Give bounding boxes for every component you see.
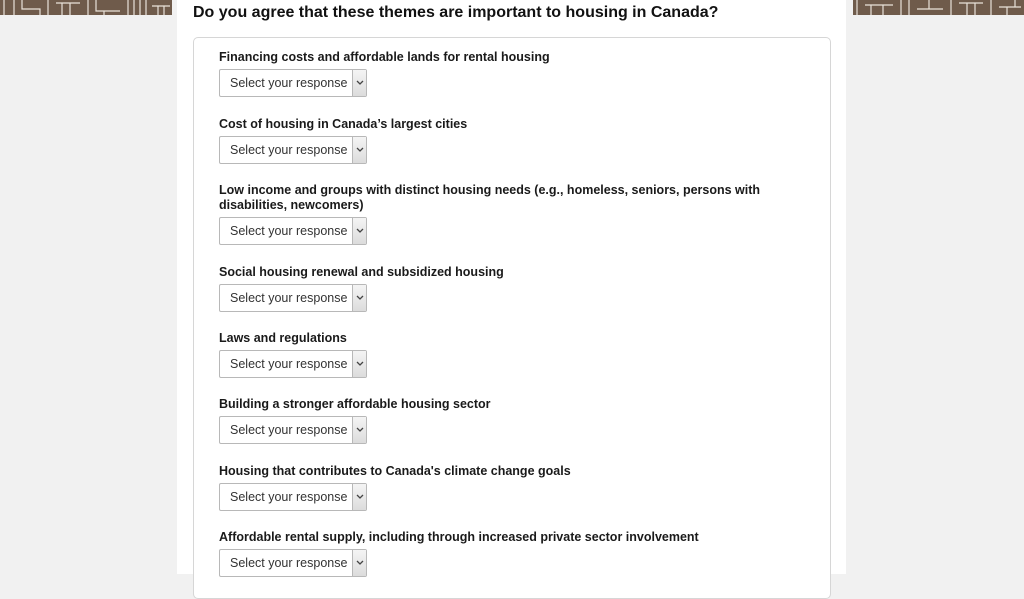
chevron-down-icon (356, 228, 364, 234)
item-label: Building a stronger affordable housing sector (219, 397, 491, 411)
item-label: Low income and groups with distinct housing needs (e.g., homeless, seniors, persons with disabilities, newcomers) (219, 183, 761, 212)
dropdown-button[interactable] (352, 285, 366, 311)
item-label: Housing that contributes to Canada's climate change goals (219, 464, 571, 478)
chevron-down-icon (356, 147, 364, 153)
response-select[interactable] (219, 284, 367, 312)
list-item (219, 50, 779, 97)
list-item (219, 464, 779, 511)
select-value: Select your response (230, 76, 348, 90)
response-select[interactable] (219, 350, 367, 378)
item-label: Cost of housing in Canada’s largest cities (219, 117, 468, 131)
dropdown-button[interactable] (352, 70, 366, 96)
dropdown-button[interactable] (352, 351, 366, 377)
select-value: Select your response (230, 224, 348, 238)
item-label: Laws and regulations (219, 331, 347, 345)
item-label: Social housing renewal and subsidized housing (219, 265, 504, 279)
survey-page (177, 0, 846, 574)
chevron-down-icon (356, 295, 364, 301)
response-select[interactable] (219, 69, 367, 97)
select-value: Select your response (230, 357, 348, 371)
list-item (219, 331, 779, 378)
response-select[interactable] (219, 483, 367, 511)
response-select[interactable] (219, 416, 367, 444)
select-value: Select your response (230, 291, 348, 305)
select-value: Select your response (230, 423, 348, 437)
question-title: Do you agree that these themes are important to housing in Canada? (193, 4, 719, 21)
dropdown-button[interactable] (352, 550, 366, 576)
select-value: Select your response (230, 556, 348, 570)
chevron-down-icon (356, 427, 364, 433)
chevron-down-icon (356, 560, 364, 566)
select-value: Select your response (230, 143, 348, 157)
item-label: Financing costs and affordable lands for rental housing (219, 50, 550, 64)
list-item (219, 530, 779, 577)
header-banner-right (853, 0, 1024, 15)
response-select[interactable] (219, 136, 367, 164)
response-select[interactable] (219, 217, 367, 245)
list-item (219, 183, 779, 245)
response-select[interactable] (219, 549, 367, 577)
dropdown-button[interactable] (352, 137, 366, 163)
dropdown-button[interactable] (352, 484, 366, 510)
dropdown-button[interactable] (352, 218, 366, 244)
item-label: Affordable rental supply, including through increased private sector involvement (219, 530, 699, 544)
chevron-down-icon (356, 361, 364, 367)
header-banner-left (0, 0, 172, 15)
list-item (219, 397, 779, 444)
select-value: Select your response (230, 490, 348, 504)
chevron-down-icon (356, 80, 364, 86)
list-item (219, 265, 779, 312)
list-item (219, 117, 779, 164)
chevron-down-icon (356, 494, 364, 500)
dropdown-button[interactable] (352, 417, 366, 443)
themes-panel (193, 37, 831, 599)
